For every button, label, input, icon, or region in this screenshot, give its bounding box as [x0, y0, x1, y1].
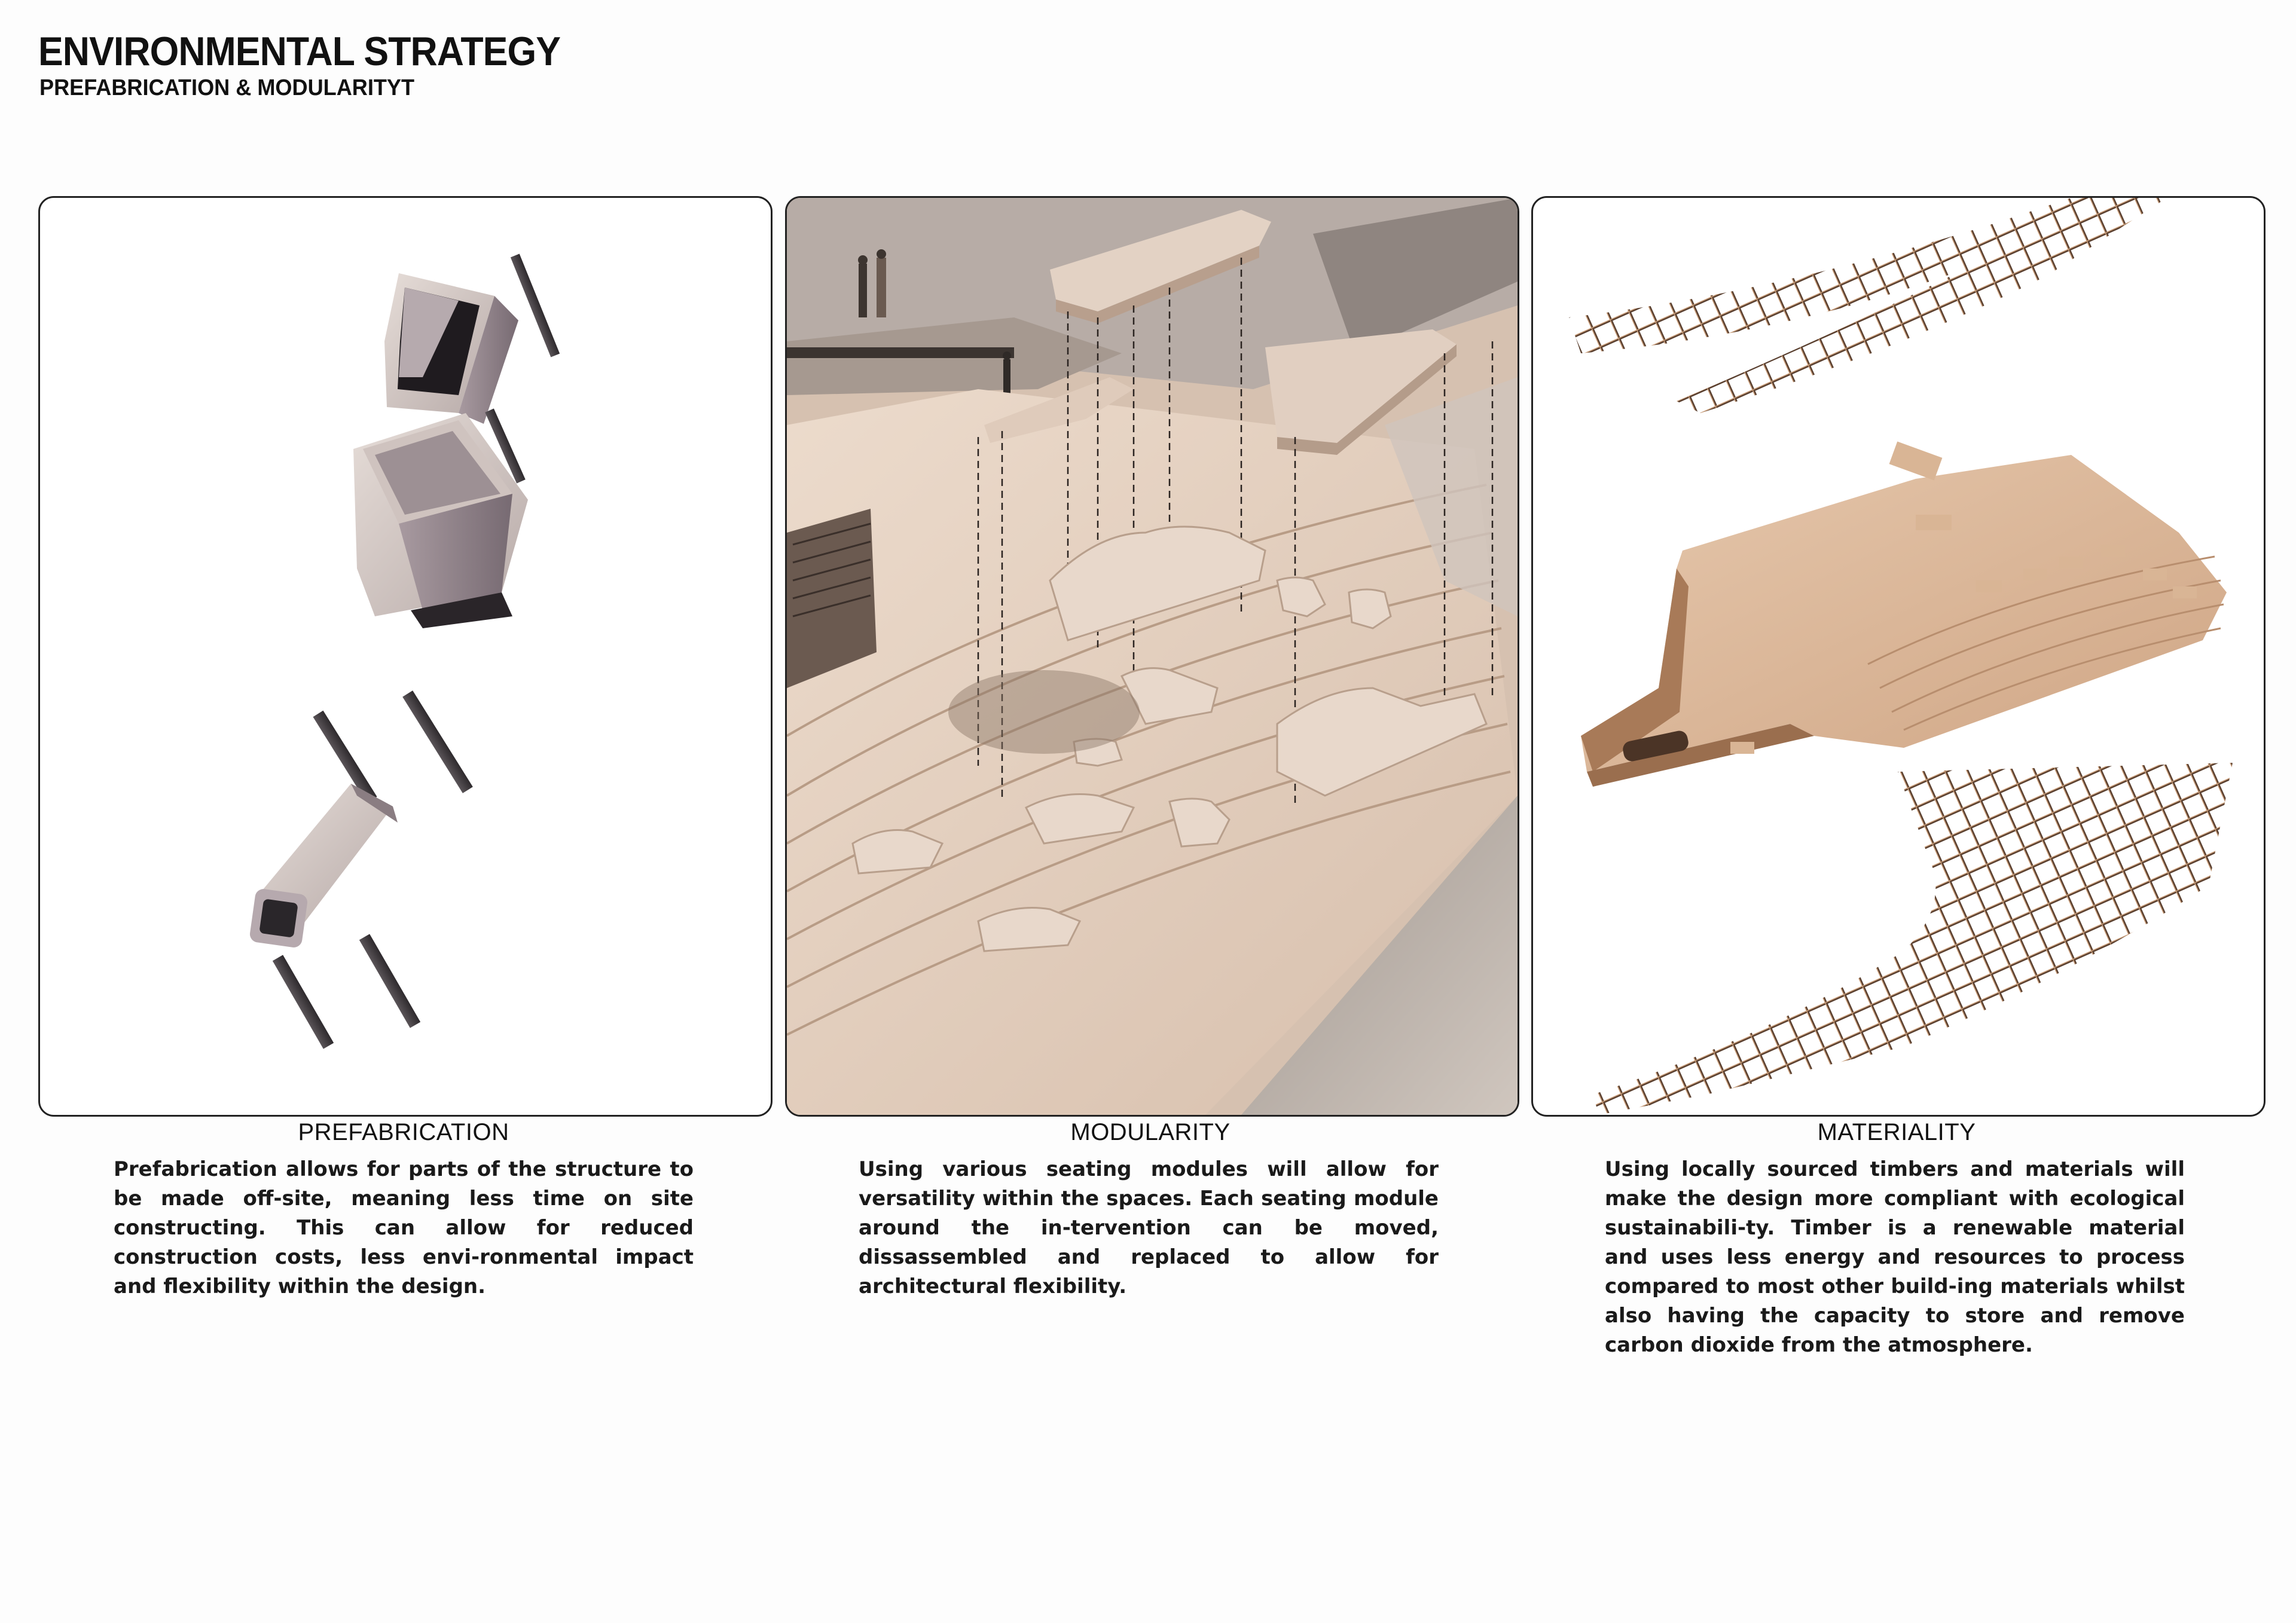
modularity-illustration [787, 198, 1518, 1115]
prefabrication-description: Prefabrication allows for parts of the structure to be made off-site, meaning less time on site constructing. This can allow for reduced construction costs, less envi-ronmental impact and flexibility within the design. [114, 1157, 694, 1298]
prefabrication-image-panel [38, 196, 773, 1117]
timber-floor-slab [1581, 442, 2227, 787]
prefabrication-illustration [40, 198, 771, 1115]
modularity-image-panel [785, 196, 1519, 1117]
materiality-illustration [1533, 198, 2264, 1115]
materiality-description: Using locally sourced timbers and materials will make the design more compliant with ecological sustainabili-ty. Timber is a renewable material and uses less energy and resources to process compared to most other build-ing materials whilst also having the capacity to store and remove carbon dioxide from the atmosphere. [1605, 1157, 2185, 1357]
lower-timber-grid [1593, 763, 2233, 1115]
page-subtitle: PREFABRICATION & MODULARITYT [39, 75, 415, 100]
page-title: ENVIRONMENTAL STRATEGY [38, 29, 561, 74]
upper-timber-grid [1569, 198, 2167, 413]
modularity-heading: MODULARITY [1070, 1119, 1231, 1145]
prefabrication-heading: PREFABRICATION [298, 1119, 509, 1145]
materiality-heading: MATERIALITY [1817, 1119, 1976, 1145]
tube-module [249, 784, 398, 949]
materiality-image-panel [1531, 196, 2266, 1117]
modularity-description: Using various seating modules will allow for versatility within the spaces. Each seating module around the in-tervention can be moved, dissassembled and replaced to allow for architectural flexibility. [859, 1157, 1439, 1298]
